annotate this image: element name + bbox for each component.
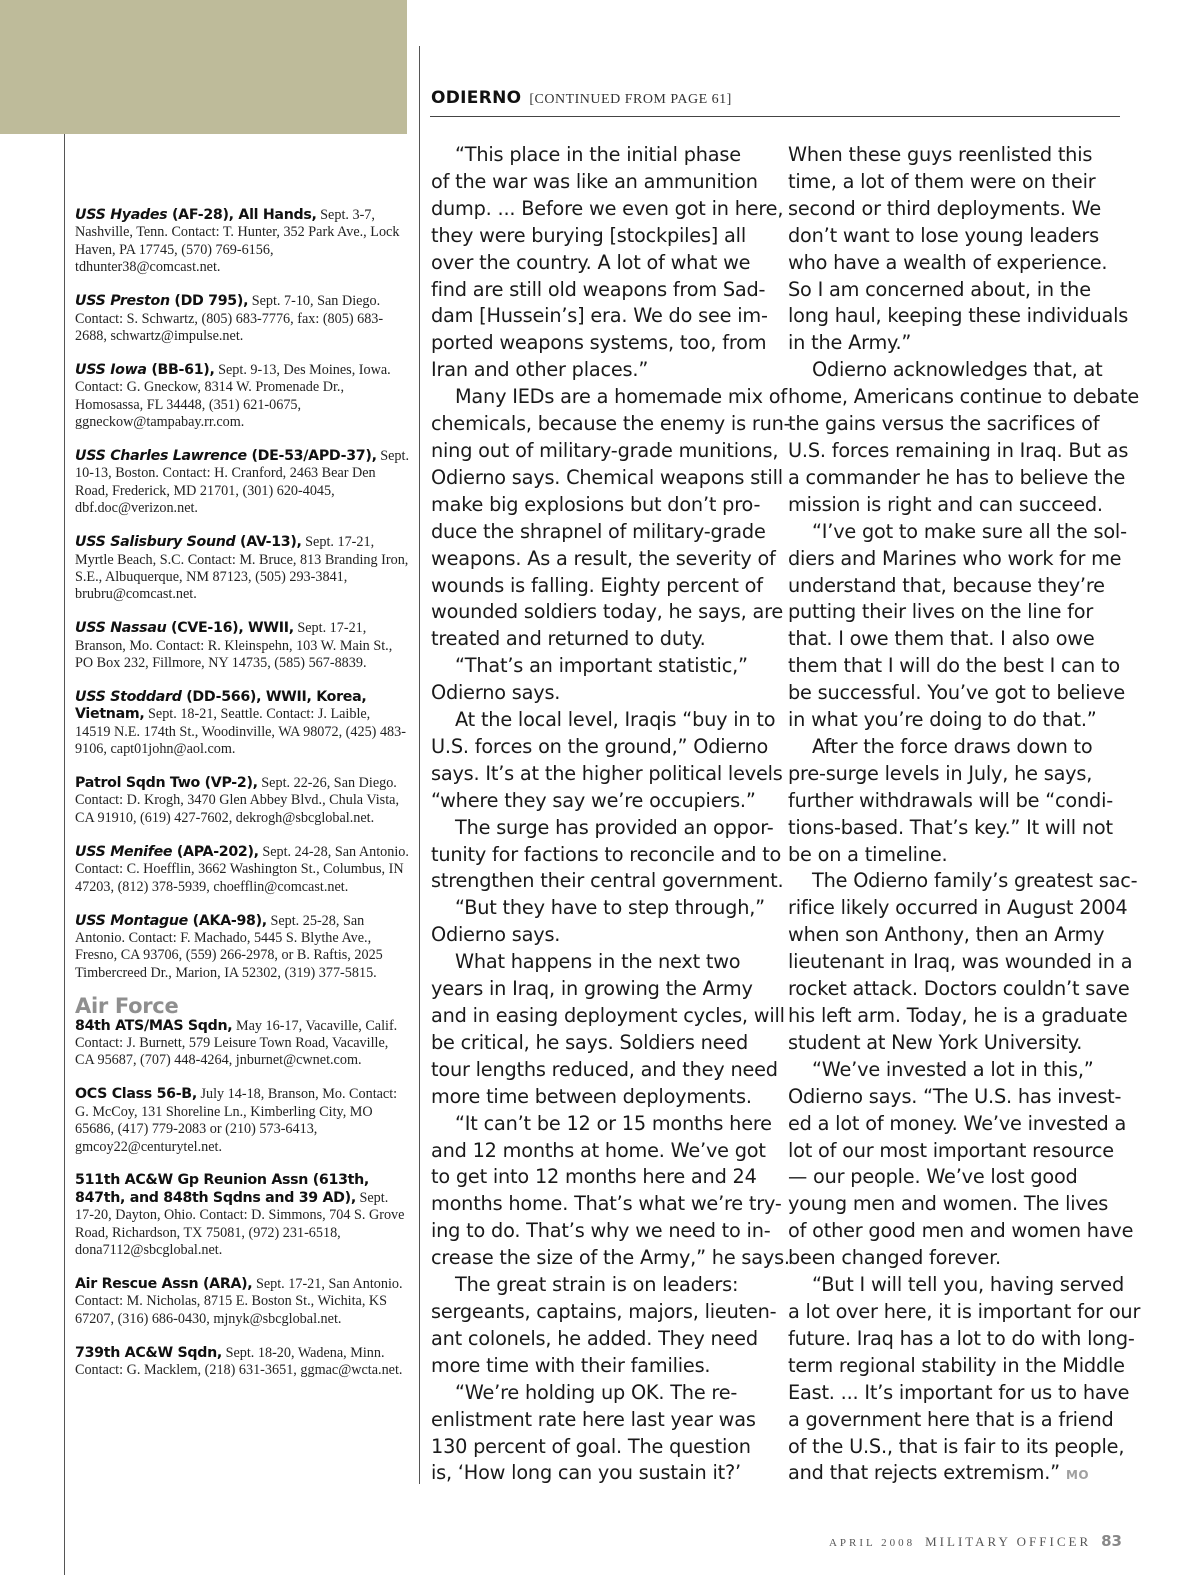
article-text-line: they were burying [stockpiles] all bbox=[431, 223, 746, 247]
article-text-line: when son Anthony, then an Army bbox=[788, 923, 1105, 947]
reunion-entry bbox=[75, 620, 409, 672]
article-text-line: wounded soldiers today, he says, are bbox=[431, 600, 784, 624]
article-text-line: 130 percent of goal. The question bbox=[431, 1434, 751, 1458]
article-text-line: says. It’s at the higher political levels bbox=[431, 761, 783, 785]
navy-reunions-list bbox=[75, 207, 409, 982]
article-text-line: “But I will tell you, having served bbox=[812, 1273, 1125, 1297]
article-text-line: “It can’t be 12 or 15 months here bbox=[455, 1111, 772, 1135]
article-final-line bbox=[788, 1460, 1123, 1489]
article-text-line: tour lengths reduced, and they need bbox=[431, 1057, 778, 1081]
reunion-entry bbox=[75, 1276, 409, 1328]
article-text-line: more time with their families. bbox=[431, 1353, 711, 1377]
article-text-line: ning out of military-grade munitions, bbox=[431, 438, 779, 462]
reunion-ship-name: USS Nassau bbox=[75, 620, 167, 637]
reunion-unit-name bbox=[75, 620, 294, 636]
article-text-line: Iran and other places.” bbox=[431, 358, 649, 382]
left-margin-rule bbox=[64, 134, 65, 1575]
article-header-rule bbox=[430, 116, 1120, 117]
reunion-unit-designation: (AV-13), bbox=[235, 534, 302, 551]
article-text-line: months home. That’s what we’re try- bbox=[431, 1192, 782, 1216]
air-force-reunions-list bbox=[75, 1018, 409, 1380]
article-text-line: who have a wealth of experience. bbox=[788, 250, 1108, 274]
article-text-line: At the local level, Iraqis “buy in to bbox=[455, 708, 776, 732]
reunion-unit-name bbox=[75, 362, 215, 378]
air-force-section-title: Air Force bbox=[75, 993, 179, 1018]
article-text-line: strengthen their central government. bbox=[431, 869, 784, 893]
reunion-details: May 16-17, Vacaville, Calif. Contact: J. Burnett, 579 Leisure Town Road, Vacaville, CA 95687, (707) 448-4264, jnburnet@cwnet.com. bbox=[75, 1017, 398, 1069]
article-text-line: “But they have to step through,” bbox=[455, 896, 765, 920]
reunion-ship-name: USS Iowa bbox=[75, 361, 147, 378]
article-text-line: term regional stability in the Middle bbox=[788, 1353, 1125, 1377]
article-text-line: “That’s an important statistic,” bbox=[455, 654, 748, 678]
article-text-line: of other good men and women have bbox=[788, 1219, 1134, 1243]
reunion-details: Sept. 17-21, Branson, Mo. Contact: R. Kleinspehn, 103 W. Main St., PO Box 232, Fillmore, NY 14735, (585) 567-8839. bbox=[75, 620, 393, 672]
article-text-line: a government here that is a friend bbox=[788, 1407, 1114, 1431]
article-text-line: U.S. forces on the ground,” Odierno bbox=[431, 734, 769, 758]
article-text-line: dump. ... Before we even got in here, bbox=[431, 196, 784, 220]
article-text-line: lot of our most important resource bbox=[788, 1138, 1114, 1162]
reunion-entry bbox=[75, 913, 409, 983]
article-text-line: student at New York University. bbox=[788, 1030, 1083, 1054]
article-header bbox=[431, 88, 732, 108]
article-text-line: “where they say we’re occupiers.” bbox=[431, 788, 756, 812]
article-text-line: a lot over here, it is important for our bbox=[788, 1299, 1141, 1323]
reunion-ship-name: USS Charles Lawrence bbox=[75, 447, 247, 464]
reunion-unit-name bbox=[75, 293, 248, 309]
reunion-entry bbox=[75, 207, 409, 277]
reunion-details: Sept. 7-10, San Diego. Contact: S. Schwartz, (805) 683-7776, fax: (805) 683-2688, schwartz@impulse.net. bbox=[75, 293, 384, 344]
article-text-line: is, ‘How long can you sustain it?’ bbox=[431, 1461, 741, 1485]
article-text-line: long haul, keeping these individuals bbox=[788, 304, 1129, 328]
article-text-line: ed a lot of money. We’ve invested a bbox=[788, 1111, 1127, 1135]
article-text-line: “We’re holding up OK. The re- bbox=[455, 1380, 738, 1404]
article-text-line: the gains versus the sacrifices of bbox=[788, 412, 1100, 436]
article-text-line: of the U.S., that is fair to its people, bbox=[788, 1434, 1125, 1458]
reunion-unit-designation: 511th AC&W Gp Reunion Assn (613th, 847th, and 848th Sqdns and 39 AD), bbox=[75, 1172, 370, 1206]
reunion-unit-designation: 84th ATS/MAS Sqdn, bbox=[75, 1017, 233, 1034]
article-text-line: “This place in the initial phase bbox=[455, 143, 741, 166]
article-text-line: The surge has provided an oppor- bbox=[455, 815, 774, 839]
article-text-line: years in Iraq, in growing the Army bbox=[431, 977, 753, 1001]
article-text-line: When these guys reenlisted this bbox=[788, 143, 1093, 166]
reunion-unit-name bbox=[75, 534, 302, 550]
reunion-details: July 14-18, Branson, Mo. Contact: G. McCoy, 131 Shoreline Ln., Kimberling City, MO 65686, (417) 779-2083 or (210) 573-6413, gmcoy22@centurytel.net. bbox=[75, 1086, 398, 1155]
article-text-line: in what you’re doing to do that.” bbox=[788, 708, 1097, 732]
article-column-2 bbox=[788, 142, 1141, 1489]
page-number: 83 bbox=[1101, 1532, 1122, 1550]
reunion-unit-name bbox=[75, 1345, 222, 1361]
article-text-line: ant colonels, he added. They need bbox=[431, 1326, 758, 1350]
reunion-unit-name bbox=[75, 913, 267, 929]
article-text-line: duce the shrapnel of military-grade bbox=[431, 519, 766, 543]
article-text-line: future. Iraq has a lot to do with long- bbox=[788, 1326, 1135, 1350]
article-text-line: be on a timeline. bbox=[788, 842, 948, 866]
article-text-line: of the war was like an ammunition bbox=[431, 169, 758, 193]
reunion-details: Sept. 17-21, San Antonio. Contact: M. Nicholas, 8715 E. Boston St., Wichita, KS 67207, (316) 686-0430, mjnyk@sbcglobal.net. bbox=[75, 1276, 403, 1327]
article-text-line: in the Army.” bbox=[788, 331, 912, 355]
article-text-line: Many IEDs are a homemade mix of bbox=[455, 385, 787, 409]
reunion-entry bbox=[75, 1086, 409, 1156]
reunion-details: Sept. 22-26, San Diego. Contact: D. Krogh, 3470 Glen Abbey Blvd., Chula Vista, CA 91910, (619) 427-7602, dekrogh@sbcglobal.net. bbox=[75, 775, 399, 826]
article-text-line: his left arm. Today, he is a graduate bbox=[788, 1004, 1128, 1027]
article-text-line: understand that, because they’re bbox=[788, 573, 1105, 597]
reunion-entry bbox=[75, 844, 409, 896]
article-text-line: — our people. We’ve lost good bbox=[788, 1165, 1078, 1189]
reunion-unit-designation: (AKA-98), bbox=[188, 912, 267, 929]
reunion-entry bbox=[75, 293, 409, 345]
reunion-unit-name bbox=[75, 1086, 197, 1102]
reunion-entry bbox=[75, 534, 409, 604]
reunion-unit-designation: (DD 795), bbox=[169, 293, 249, 310]
article-text-line: be successful. You’ve got to believe bbox=[788, 681, 1125, 705]
article-text-line: Odierno says. bbox=[431, 681, 561, 705]
article-text-line: further withdrawals will be “condi- bbox=[788, 788, 1113, 812]
column-divider-rule bbox=[419, 46, 420, 1484]
article-text-line: home, Americans continue to debate bbox=[788, 385, 1140, 409]
article-text-line: and 12 months at home. We’ve got bbox=[431, 1138, 766, 1162]
reunion-ship-name: USS Hyades bbox=[75, 207, 168, 223]
article-text-line: tunity for factions to reconcile and to bbox=[431, 842, 782, 866]
article-text-line: mission is right and can succeed. bbox=[788, 492, 1103, 516]
article-text-line: more time between deployments. bbox=[431, 1084, 752, 1108]
article-text-line: to get into 12 months here and 24 bbox=[431, 1165, 757, 1189]
article-text-line: Odierno says. bbox=[431, 923, 561, 947]
article-text-line: enlistment rate here last year was bbox=[431, 1407, 756, 1431]
article-text-line: Odierno acknowledges that, at bbox=[812, 358, 1103, 382]
reunion-details: Sept. 18-21, Seattle. Contact: J. Laible, 14519 N.E. 174th St., Woodinville, WA 98072, (425) 483-9106, capt01john@aol.com. bbox=[75, 706, 406, 758]
article-text-line: been changed forever. bbox=[788, 1246, 1001, 1270]
article-text-line: that. I owe them that. I also owe bbox=[788, 627, 1095, 651]
article-text-line: pre-surge levels in July, he says, bbox=[788, 761, 1093, 785]
article-text-line: time, a lot of them were on their bbox=[788, 169, 1096, 193]
article-text-line: “I’ve got to make sure all the sol- bbox=[812, 519, 1127, 543]
reunion-entry bbox=[75, 775, 409, 827]
article-text-line: second or third deployments. We bbox=[788, 196, 1102, 220]
reunion-entry bbox=[75, 448, 409, 518]
article-text-line: After the force draws down to bbox=[812, 734, 1093, 758]
reunion-entry bbox=[75, 689, 409, 759]
article-text-line: So I am concerned about, in the bbox=[788, 277, 1091, 301]
article-text-line: rifice likely occurred in August 2004 bbox=[788, 896, 1128, 920]
reunion-details: Sept. 10-13, Boston. Contact: H. Cranford, 2463 Bear Den Road, Frederick, MD 21701, (301) 620-4045, dbf.doc@verizon.net. bbox=[75, 447, 409, 517]
decorative-color-block bbox=[0, 0, 407, 134]
article-text-line: sergeants, captains, majors, lieuten- bbox=[431, 1299, 777, 1323]
reunion-ship-name: USS Menifee bbox=[75, 843, 173, 860]
reunion-unit-name bbox=[75, 775, 258, 791]
reunion-unit-name bbox=[75, 1018, 232, 1034]
article-text-line: The great strain is on leaders: bbox=[455, 1273, 739, 1297]
reunion-unit-name bbox=[75, 448, 377, 464]
article-text-line: a commander he has to believe the bbox=[788, 465, 1126, 489]
article-text-line: them that I will do the best I can to bbox=[788, 654, 1120, 678]
reunion-ship-name: USS Salisbury Sound bbox=[75, 534, 236, 551]
article-text-line: don’t want to lose young leaders bbox=[788, 223, 1099, 247]
article-text-line: crease the size of the Army,” he says. bbox=[431, 1246, 790, 1270]
article-text-line: weapons. As a result, the severity of bbox=[431, 546, 776, 570]
reunion-entry bbox=[75, 1345, 409, 1380]
reunion-details: Sept. 17-20, Dayton, Ohio. Contact: D. Simmons, 704 S. Grove Road, Richardson, TX 75081, (972) 231-6518, dona7112@sbcglobal.net. bbox=[75, 1189, 405, 1259]
article-text-line: make big explosions but don’t pro- bbox=[431, 492, 761, 516]
article-text-line: lieutenant in Iraq, was wounded in a bbox=[788, 950, 1133, 974]
article-column-1 bbox=[431, 142, 791, 1487]
article-text-line: over the country. A lot of what we bbox=[431, 250, 751, 274]
reunion-unit-designation: 739th AC&W Sqdn, bbox=[75, 1344, 223, 1361]
reunion-entry bbox=[75, 1172, 409, 1259]
reunion-unit-designation: OCS Class 56-B, bbox=[75, 1086, 197, 1103]
reunion-unit-designation: (APA-202), bbox=[172, 843, 259, 860]
article-text-line: U.S. forces remaining in Iraq. But as bbox=[788, 438, 1129, 462]
article-text-line: chemicals, because the enemy is run- bbox=[431, 412, 791, 436]
reunion-details: Sept. 24-28, San Antonio. Contact: C. Hoefflin, 3662 Washington St., Columbus, IN 47203, (812) 378-5939, choefflin@comcast.net. bbox=[75, 843, 409, 895]
footer-issue-date: APRIL 2008 bbox=[828, 1537, 916, 1549]
reunion-unit-name bbox=[75, 1172, 369, 1205]
reunion-ship-name: USS Preston bbox=[75, 293, 170, 310]
article-text-line: East. ... It’s important for us to have bbox=[788, 1380, 1130, 1404]
reunion-unit-designation: (DE-53/APD-37), bbox=[246, 447, 377, 464]
article-text-line: ing to do. That’s why we need to in- bbox=[431, 1219, 771, 1243]
page-footer bbox=[829, 1532, 1122, 1551]
article-text-line: putting their lives on the line for bbox=[788, 600, 1094, 624]
reunion-unit-designation: (CVE-16), WWII, bbox=[166, 620, 294, 637]
reunion-unit-name bbox=[75, 844, 259, 860]
reunion-unit-designation: (DD-566), WWII, Korea, Vietnam, bbox=[75, 688, 367, 723]
reunion-details: Sept. 17-21, Myrtle Beach, S.C. Contact: M. Bruce, 813 Branding Iron, S.E., Albuquerque, NM 87123, (505) 293-3841, brubru@comcast.net. bbox=[75, 534, 409, 603]
article-text-line: ported weapons systems, too, from bbox=[431, 331, 767, 355]
article-text-line: Odierno says. Chemical weapons still bbox=[431, 465, 783, 489]
article-text-line: Odierno says. “The U.S. has invest- bbox=[788, 1084, 1122, 1108]
article-text-line: tions-based. That’s key.” It will not bbox=[788, 815, 1113, 839]
article-text-line: young men and women. The lives bbox=[788, 1192, 1109, 1216]
article-text-line: and in easing deployment cycles, will bbox=[431, 1004, 785, 1027]
reunion-unit-designation: Patrol Sqdn Two (VP-2), bbox=[75, 775, 258, 792]
article-text-line: diers and Marines who work for me bbox=[788, 546, 1122, 570]
article-text-line: What happens in the next two bbox=[455, 950, 741, 974]
footer-publication-name: MILITARY OFFICER bbox=[925, 1534, 1092, 1549]
reunion-details: Sept. 18-20, Wadena, Minn. Contact: G. Macklem, (218) 631-3651, ggmac@wcta.net. bbox=[75, 1344, 403, 1379]
reunion-details: Sept. 3-7, Nashville, Tenn. Contact: T. Hunter, 352 Park Ave., Lock Haven, PA 17745, (570) 769-6156, tdhunter38@comcast.net. bbox=[75, 207, 400, 276]
article-text-line: wounds is falling. Eighty percent of bbox=[431, 573, 763, 597]
article-text-line: The Odierno family’s greatest sac- bbox=[812, 869, 1138, 893]
reunion-details: Sept. 9-13, Des Moines, Iowa. Contact: G. Gneckow, 8314 W. Promenade Dr., Homosassa, FL 34448, (351) 621-0675, ggneckow@tampabay.rr.com. bbox=[75, 361, 391, 431]
reunion-ship-name: USS Montague bbox=[75, 912, 188, 929]
reunion-entry bbox=[75, 362, 409, 432]
reunion-details: Sept. 25-28, San Antonio. Contact: F. Machado, 5445 S. Blythe Ave., Fresno, CA 93706, (559) 266-2978, or B. Raftis, 2025 Timbercreed Dr., Marion, IA 52302, (319) 377-5815. bbox=[75, 912, 383, 981]
article-text-line: and that rejects extremism.” bbox=[788, 1461, 1060, 1485]
reunion-unit-name bbox=[75, 207, 317, 223]
reunion-entry bbox=[75, 1018, 409, 1070]
article-kicker: ODIERNO bbox=[431, 88, 522, 108]
reunion-unit-designation: Air Rescue Assn (ARA), bbox=[75, 1276, 253, 1292]
continued-from-note: [CONTINUED FROM PAGE 61] bbox=[529, 92, 732, 107]
reunion-ship-name: USS Stoddard bbox=[75, 688, 182, 705]
article-text-line: find are still old weapons from Sad- bbox=[431, 277, 766, 301]
end-of-article-mark: MO bbox=[1065, 1468, 1090, 1483]
reunions-listing bbox=[75, 207, 409, 1396]
article-text-line: dam [Hussein’s] era. We do see im- bbox=[431, 304, 768, 328]
article-text-line: rocket attack. Doctors couldn’t save bbox=[788, 977, 1130, 1001]
article-text-line: treated and returned to duty. bbox=[431, 627, 706, 651]
reunion-unit-designation: (BB-61), bbox=[146, 361, 215, 378]
article-text-line: “We’ve invested a lot in this,” bbox=[812, 1057, 1094, 1081]
reunion-unit-designation: (AF-28), All Hands, bbox=[167, 207, 317, 223]
reunion-unit-name bbox=[75, 1276, 252, 1292]
article-text-line: be critical, he says. Soldiers need bbox=[431, 1030, 748, 1054]
